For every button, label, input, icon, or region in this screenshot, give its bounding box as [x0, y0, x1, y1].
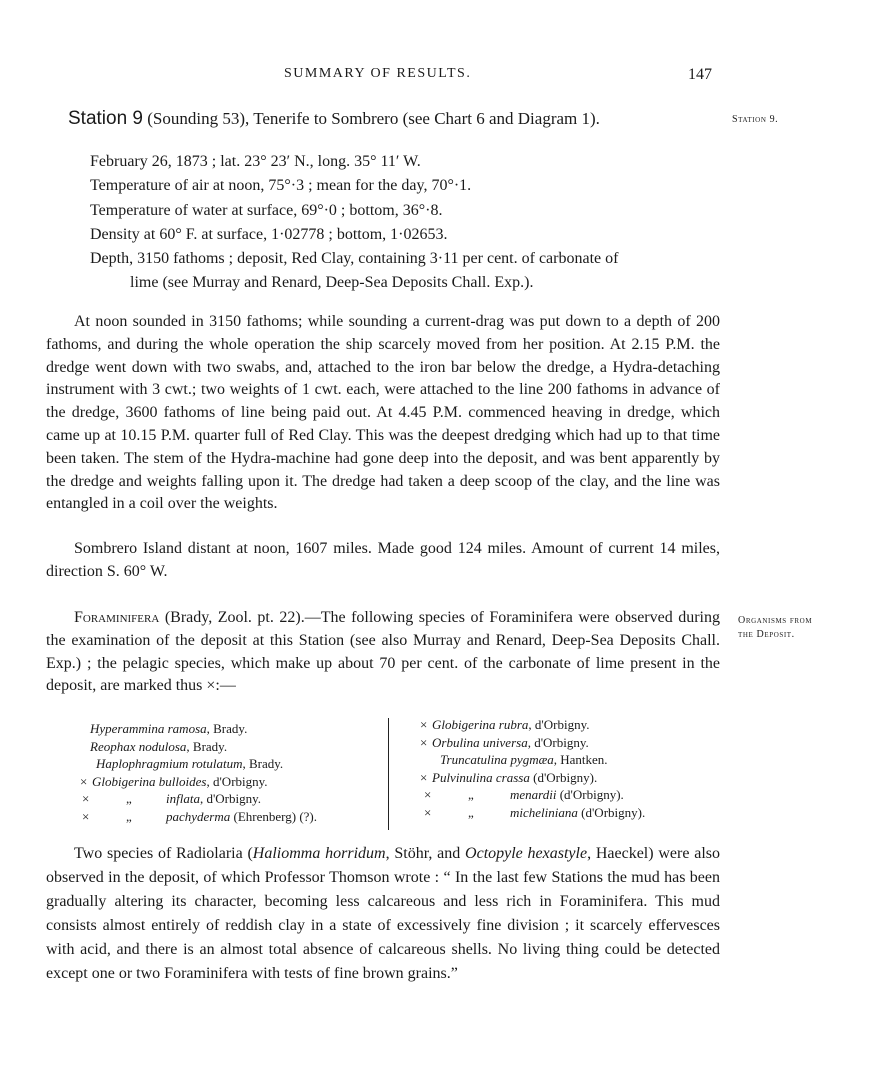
air-temperature-line: Temperature of air at noon, 75°·3 ; mean for the day, 70°·1.	[90, 177, 472, 195]
species-name: Hyperammina ramosa	[90, 721, 207, 736]
species-name: Globigerina rubra	[432, 717, 529, 732]
station-heading	[68, 108, 600, 130]
species-author: , d'Orbigny.	[199, 791, 262, 807]
radiolaria-text-3: , Haeckel) were also observed in the deposit, of which Professor Thomson wrote : “ In the last few Stations the mud has been gradually altering its character, becoming less calcareous and less rich in Foraminifera. This mud consists almost entirely of reddish clay in a state of excessively fine division ; it scarcely effervesces with acid, and there is an almost total absence of calcareous shells. No living thing could be detected except one or two Foraminifera with tests of fine brown grains.”	[46, 845, 720, 982]
radiolaria-text-2: , Stöhr, and	[385, 845, 466, 862]
species-author: , Brady.	[186, 738, 228, 754]
species-author: , d'Orbigny.	[206, 773, 268, 789]
column-divider	[388, 718, 389, 830]
species-author: , Hantken.	[553, 752, 608, 768]
depth-line-continued: lime (see Murray and Renard, Deep-Sea Deposits Chall. Exp.).	[130, 274, 534, 292]
species-author: (d'Orbigny).	[529, 769, 598, 785]
pelagic-mark: ×	[420, 717, 428, 732]
foraminifera-paragraph	[46, 607, 720, 698]
pelagic-mark: ×	[82, 791, 90, 807]
species-name: Haplophragmium rotulatum	[96, 756, 243, 772]
dredging-text: At noon sounded in 3150 fathoms; while sounding a current-drag was put down to a depth of 200 fathoms, and during the whole operation the ship scarcely moved from her position. At 2.15 P.M. the dredge went down with two swabs, and, attached to the iron bar below the dredge, a Hydra-detaching instrument with 3 cwt.; two weights of 1 cwt. each, were attached to the line 200 fathoms in advance of the dredge, 3600 fathoms of line being paid out. At 4.45 P.M. commenced heaving in dredge, which came up at 10.15 P.M. quarter full of Red Clay. This was the deepest dredging which had up to that time been taken. The stem of the Hydra-machine had gone deep into the deposit, and was bent apparently by the dredge and weights falling upon it. The dredge had taken a deep scoop of the clay, and the line was entangled in a coil over the weights.	[46, 313, 720, 513]
margin-note-organisms-line1: Organisms from	[738, 615, 813, 626]
species-name: Reophax nodulosa	[90, 738, 187, 754]
species-author: , Brady.	[242, 756, 284, 772]
water-temperature-line: Temperature of water at surface, 69°·0 ; bottom, 36°·8.	[90, 201, 443, 219]
species-author: , d'Orbigny.	[527, 734, 589, 750]
ditto-mark: „	[126, 791, 132, 807]
pelagic-mark: ×	[424, 804, 432, 820]
species-name: inflata	[166, 791, 200, 807]
species-author: , d'Orbigny.	[528, 717, 590, 732]
margin-note-organisms-line2: the Deposit.	[738, 629, 795, 640]
species-name: micheliniana	[510, 804, 578, 820]
species-name: Pulvinulina crassa	[432, 769, 530, 785]
margin-note-station: Station 9.	[732, 114, 779, 125]
density-line: Density at 60° F. at surface, 1·02778 ; bottom, 1·02653.	[90, 225, 448, 243]
pelagic-mark: ×	[80, 773, 88, 789]
date-position-line: February 26, 1873 ; lat. 23° 23′ N., long. 35° 11′ W.	[90, 153, 421, 170]
foraminifera-heading: Foraminifera	[74, 609, 160, 626]
pelagic-mark: ×	[420, 769, 428, 785]
species-name: menardii	[510, 787, 557, 803]
ditto-mark: „	[468, 787, 474, 803]
ditto-mark: „	[126, 808, 132, 824]
species-name: pachyderma	[166, 808, 231, 824]
radiolaria-species-1: Haliomma horridum	[252, 845, 386, 862]
page-number: 147	[688, 66, 712, 83]
species-author: (d'Orbigny).	[556, 787, 624, 803]
ditto-mark: „	[468, 804, 474, 820]
radiolaria-text-1: Two species of Radiolaria (	[74, 845, 253, 862]
station-metadata	[90, 150, 730, 296]
running-header-title: SUMMARY OF RESULTS.	[284, 66, 472, 81]
dredging-paragraph	[46, 311, 720, 516]
radiolaria-species-2: Octopyle hexastyle	[465, 845, 588, 862]
species-author: , Brady.	[206, 721, 248, 736]
species-author: (d'Orbigny).	[577, 804, 646, 820]
pelagic-mark: ×	[420, 734, 428, 750]
station-subtitle: (Sounding 53), Tenerife to Sombrero (see Chart 6 and Diagram 1).	[147, 109, 600, 128]
station-name: Station 9	[68, 108, 143, 129]
depth-line: Depth, 3150 fathoms ; deposit, Red Clay, containing 3·11 per cent. of carbonate of	[90, 250, 619, 268]
pelagic-mark: ×	[424, 787, 432, 803]
species-name: Orbulina universa	[432, 734, 528, 750]
radiolaria-paragraph	[46, 842, 720, 986]
species-author: (Ehrenberg) (?).	[230, 808, 318, 824]
margin-note-organisms	[738, 614, 812, 642]
foraminifera-text: (Brady, Zool. pt. 22).—The following species of Foraminifera were observed during the examination of the deposit at this Station (see also Murray and Renard, Deep-Sea Deposits Chall. Exp.) ; the pelagic species, which make up about 70 per cent. of the carbonate of lime present in the deposit, are marked thus ×:—	[46, 609, 721, 695]
species-name: Truncatulina pygmæa	[440, 752, 554, 768]
distance-text: Sombrero Island distant at noon, 1607 miles. Made good 124 miles. Amount of current 14 miles, direction S. 60° W.	[46, 540, 720, 580]
pelagic-mark: ×	[82, 808, 90, 824]
species-name: Globigerina bulloides	[92, 773, 207, 789]
distance-paragraph	[46, 538, 720, 584]
